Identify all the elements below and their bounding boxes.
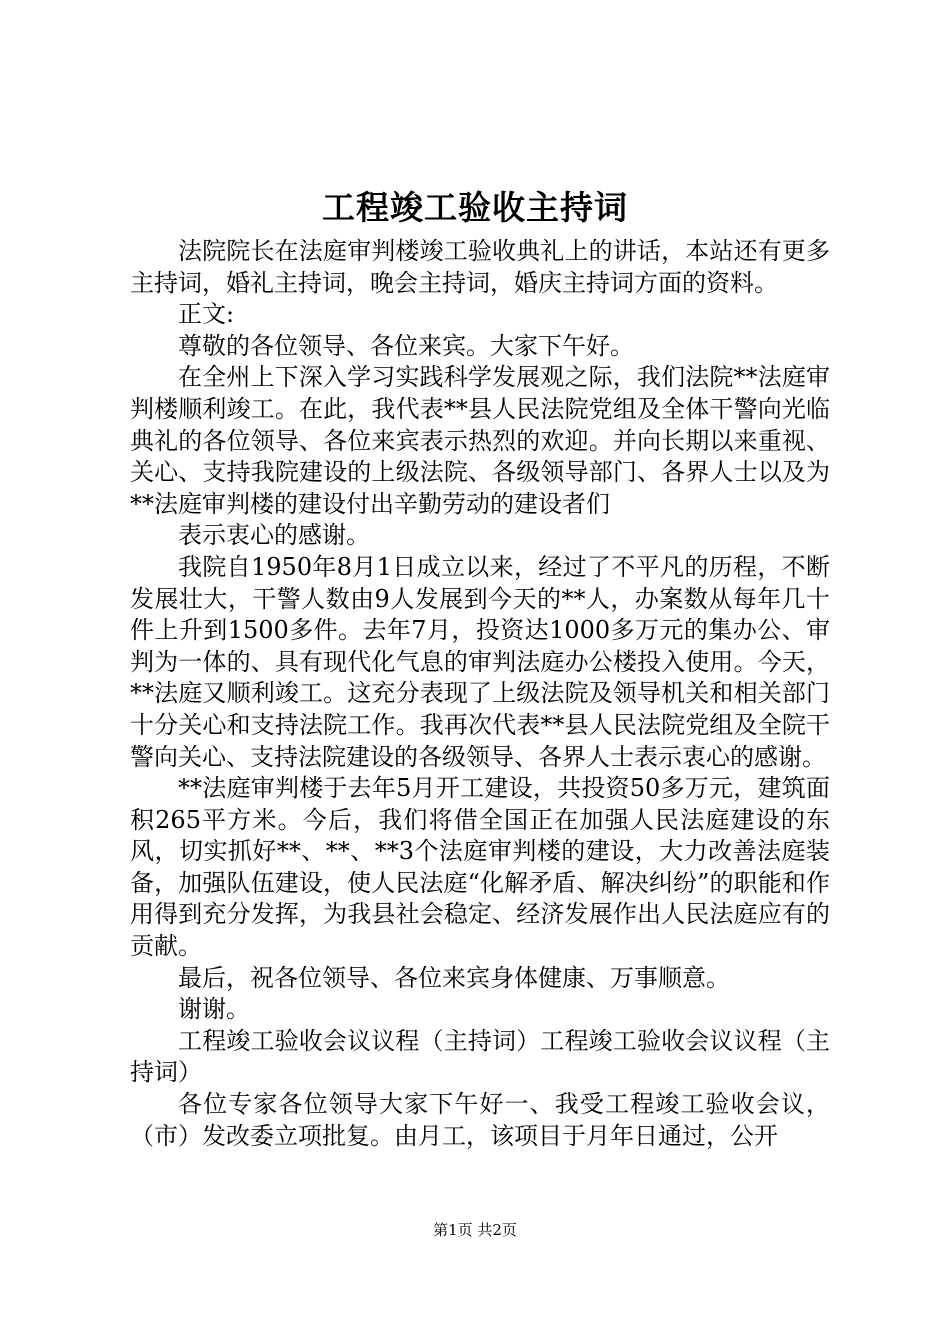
document-body	[130, 236, 830, 1152]
paragraph-thanks: 表示衷心的感谢。	[178, 521, 370, 550]
page-footer: 第1页 共2页	[433, 1221, 517, 1239]
paragraph-greeting: 尊敬的各位领导、各位来宾。大家下午好。	[178, 331, 634, 360]
document-title: 工程竣工验收主持词	[322, 188, 628, 227]
paragraph-closing: 最后，祝各位领导、各位来宾身体健康、万事顺意。	[178, 963, 730, 992]
paragraph-construction: **法庭审判楼于去年5月开工建设，共投资50多万元，建筑面积265平方米。今后，我们将借全国正在加强人民法庭建设的东风，切实抓好**、**、**3个法庭审判楼的建设，大力改善法庭装备，加强队伍建设，使人民法庭“化解矛盾、解决纠纷”的职能和作用得到充分发挥，为我县社会稳定、经济发展作出人民法庭应有的贡献。	[130, 774, 830, 961]
paragraph-thank-you: 谢谢。	[178, 995, 250, 1024]
paragraph-agenda-title: 工程竣工验收会议议程（主持词）工程竣工验收会议议程（主持词）	[130, 1026, 830, 1087]
paragraph-intro: 法院院长在法庭审判楼竣工验收典礼上的讲话，本站还有更多主持词，婚礼主持词，晚会主持词，婚庆主持词方面的资料。	[130, 237, 830, 297]
paragraph-welcome: 在全州上下深入学习实践科学发展观之际，我们法院**法庭审判楼顺利竣工。在此，我代表**县人民法院党组及全体干警向光临典礼的各位领导、各位来宾表示热烈的欢迎。并向长期以来重视、关心、支持我院建设的上级法院、各级领导部门、各界人士以及为**法庭审判楼的建设付出辛勤劳动的建设者们	[130, 363, 830, 518]
paragraph-agenda-body: 各位专家各位领导大家下午好一、我受工程竣工验收会议，（市）发改委立项批复。由月工，该项目于月年日通过，公开	[130, 1090, 830, 1150]
paragraph-history: 我院自1950年8月1日成立以来，经过了不平凡的历程，不断发展壮大，干警人数由9人发展到今天的**人，办案数从每年几十件上升到1500多件。去年7月，投资达1000多万元的集办公、审判为一体的、具有现代化气息的审判法庭办公楼投入使用。今天，**法庭又顺利竣工。这充分表现了上级法院及领导机关和相关部门十分关心和支持法院工作。我再次代表**县人民法院党组及全院干警向关心、支持法院建设的各级领导、各界人士表示衷心的感谢。	[130, 552, 830, 771]
paragraph-label: 正文:	[178, 300, 235, 329]
